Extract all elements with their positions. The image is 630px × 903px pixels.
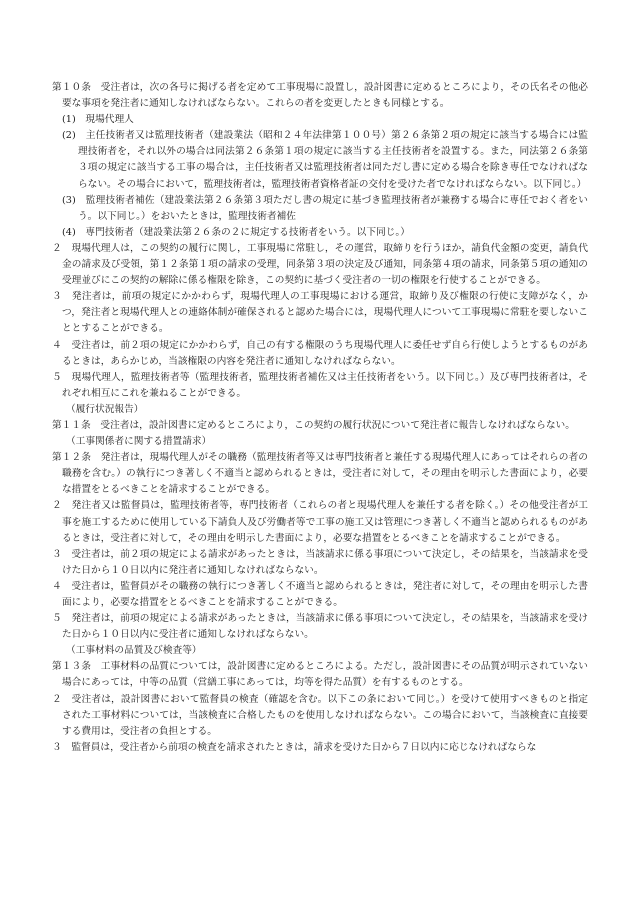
article-12-para-5: ５ 発注者は，前項の規定による請求があったときは，当該請求に係る事項について決定し，その結果を，当該請求を受けた日から１０日以内に受注者に通知しなければならない。	[52, 613, 588, 641]
article-10-para-4: ４ 受注者は，前２項の規定にかかわらず，自己の有する権限のうち現場代理人に委任せず自ら行使しようとするものがあるときは，あらかじめ，当該権限の内容を発注者に通知しなければならない。	[52, 339, 588, 367]
article-13-heading: （工事材料の品質及び検査等）	[66, 645, 202, 657]
article-10-para-3: ３ 発注者は，前項の規定にかかわらず，現場代理人の工事現場における運営，取締り及び権限の行使に支障がなく，かつ，発注者と現場代理人との連絡体制が確保されると認めた場合には，現場代理人について工事現場に常駐を要しないこととすることができる。	[52, 291, 588, 335]
article-10-item-2: (2) 主任技術者又は監理技術者（建設業法（昭和２４年法律第１００号）第２６条第２項の規定に該当する場合には監理技術者を，それ以外の場合は同法第２６条第１項の規定に該当する主任技術者を設置する。また，同法第２６条第３項の規定に該当する工事の場合は，主任技術者又は監理技術者は同ただし書に定める場合を除き専任でなければならない。その場合において，監理技術者は，監理技術者資格者証の交付を受けた者でなければならない。以下同じ。）	[62, 130, 588, 190]
article-10-item-3: (3) 監理技術者補佐（建設業法第２６条第３項ただし書の規定に基づき監理技術者が兼務する場合に専任でおく者をいう。以下同じ。）をおいたときは，監理技術者補佐	[62, 194, 588, 222]
article-10-para-5: ５ 現場代理人，監理技術者等（監理技術者，監理技術者補佐又は主任技術者をいう。以下同じ。）及び専門技術者は，それぞれ相互にこれを兼ねることができる。	[52, 371, 588, 399]
article-13-para-2: ２ 受注者は，設計図書において監督員の検査（確認を含む。以下この条において同じ。）を受けて使用すべきものと指定された工事材料については，当該検査に合格したものを使用しなければならない。この場合において，当該検査に直接要する費用は，受注者の負担とする。	[52, 693, 588, 737]
article-10: 第１０条 受注者は，次の各号に掲げる者を定めて工事現場に設置し，設計図書に定めるところにより，その氏名その他必要な事項を発注者に通知しなければならない。これらの者を変更したときも同様とする。	[52, 82, 588, 110]
article-12-heading: （工事関係者に関する措置請求）	[66, 436, 212, 448]
article-11-heading: （履行状況報告）	[66, 403, 144, 415]
article-12: 第１２条 発注者は，現場代理人がその職務（監理技術者等又は専門技術者と兼任する現場代理人にあってはそれらの者の職務を含む。）の執行につき著しく不適当と認められるときは，受注者に対して，その理由を明示した書面により，必要な措置をとるべきことを請求することができる。	[52, 452, 588, 496]
article-10-item-1: (1) 現場代理人	[62, 114, 134, 126]
article-10-item-4: (4) 専門技術者（建設業法第２６条の２に規定する技術者をいう。以下同じ。）	[62, 226, 410, 238]
article-10-para-2: ２ 現場代理人は，この契約の履行に関し，工事現場に常駐し，その運営，取締りを行うほか，請負代金額の変更，請負代金の請求及び受領，第１２条第１項の請求の受理，同条第３項の決定及び通知，同条第４項の請求，同条第５項の通知の受理並びにこの契約の解除に係る権限を除き，この契約に基づく受注者の一切の権限を行使することができる。	[52, 242, 588, 287]
article-12-para-2: ２ 発注者又は監督員は，監理技術者等，専門技術者（これらの者と現場代理人を兼任する者を除く。）その他受注者が工事を施工するために使用している下請負人及び労働者等で工事の施工又は管理につき著しく不適当と認められるものがあるときは，受注者に対して，その理由を明示した書面により，必要な措置をとるべきことを請求することができる。	[52, 500, 588, 544]
article-12-para-3: ３ 受注者は，前２項の規定による請求があったときは，当該請求に係る事項について決定し，その結果を，当該請求を受けた日から１０日以内に発注者に通知しなければならない。	[52, 548, 588, 576]
article-12-para-4: ４ 受注者は，監督員がその職務の執行につき著しく不適当と認められるときは，発注者に対して，その理由を明示した書面により，必要な措置をとるべきことを請求することができる。	[52, 580, 588, 608]
document-body	[52, 80, 588, 756]
article-13-para-3: ３ 監督員は，受注者から前項の検査を請求されたときは，請求を受けた日から７日以内に応じなければならな	[52, 741, 537, 753]
article-13: 第１３条 工事材料の品質については，設計図書に定めるところによる。ただし，設計図書にその品質が明示されていない場合にあっては，中等の品質（営繕工事にあっては，均等を得た品質）を有するものとする。	[52, 661, 588, 689]
article-11: 第１１条 受注者は，設計図書に定めるところにより，この契約の履行状況について発注者に報告しなければならない。	[52, 419, 575, 431]
